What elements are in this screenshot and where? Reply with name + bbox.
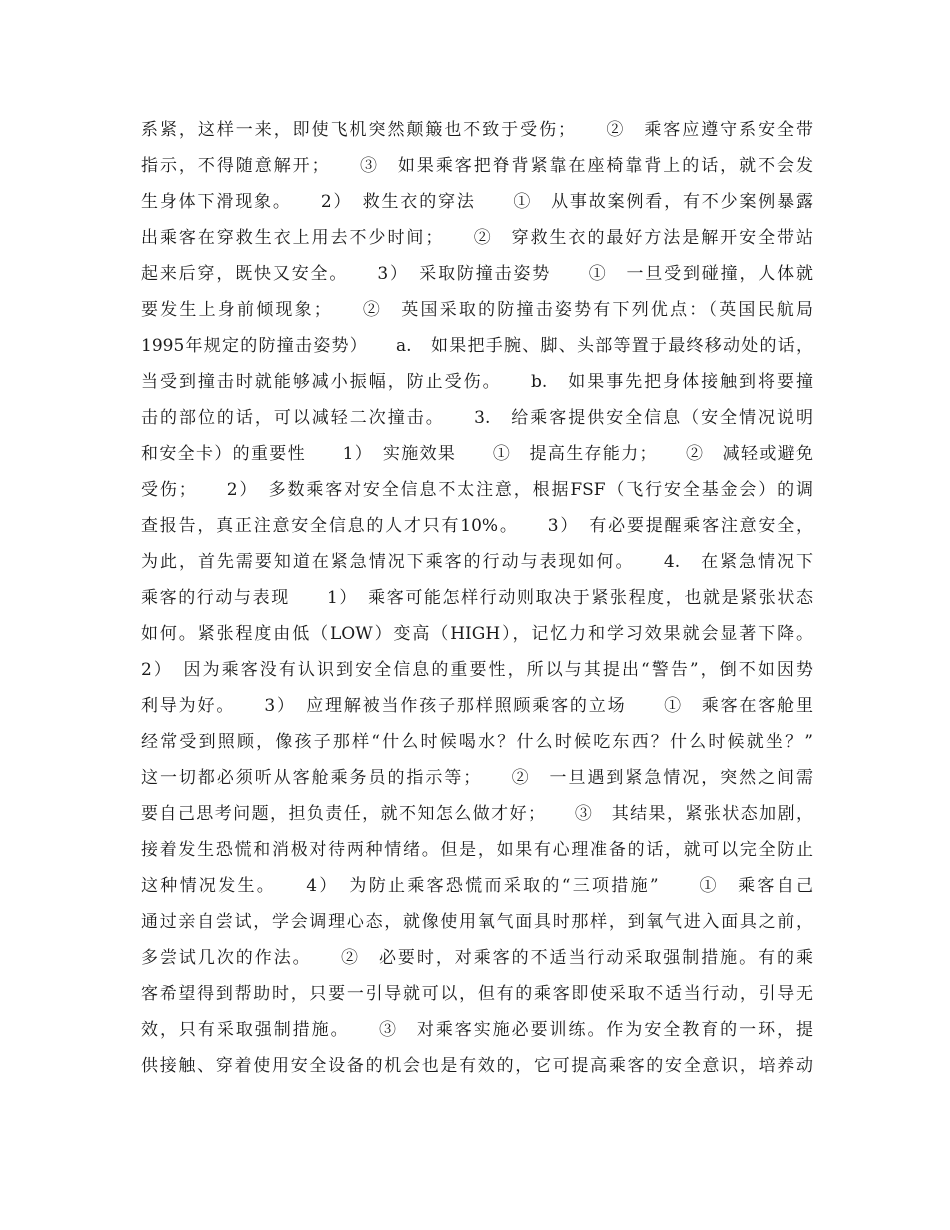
text-line: 出乘客在穿救生衣上用去不少时间； ② 穿救生衣的最好方法是解开安全带站 [141,228,813,248]
text-line: 查报告，真正注意安全信息的人才只有10%。 3） 有必要提醒乘客注意安全， [141,516,813,536]
text-line: 当受到撞击时就能够减小振幅，防止受伤。 b. 如果事先把身体接触到将要撞 [141,372,813,392]
text-line: 指示，不得随意解开； ③ 如果乘客把脊背紧靠在座椅靠背上的话，就不会发 [141,156,813,176]
text-line: 效，只有采取强制措施。 ③ 对乘客实施必要训练。作为安全教育的一环，提 [141,1020,813,1040]
text-line: 要自己思考问题，担负责任，就不知怎么做才好； ③ 其结果，紧张状态加剧， [141,804,813,824]
text-line: 起来后穿，既快又安全。 3） 采取防撞击姿势 ① 一旦受到碰撞，人体就 [141,264,813,284]
text-line: 接着发生恐慌和消极对待两种情绪。但是，如果有心理准备的话，就可以完全防止 [141,840,813,860]
text-line: 击的部位的话，可以减轻二次撞击。 3. 给乘客提供安全信息（安全情况说明 [141,408,813,428]
text-line: 多尝试几次的作法。 ② 必要时，对乘客的不适当行动采取强制措施。有的乘 [141,948,813,968]
text-line: 乘客的行动与表现 1） 乘客可能怎样行动则取决于紧张程度，也就是紧张状态 [141,588,813,608]
text-line: 供接触、穿着使用安全设备的机会也是有效的，它可提高乘客的安全意识，培养动 [141,1056,813,1076]
text-line: 如何。紧张程度由低（LOW）变高（HIGH），记忆力和学习效果就会显著下降。 [141,624,813,644]
text-line: 系紧，这样一来，即使飞机突然颠簸也不致于受伤； ② 乘客应遵守系安全带 [141,120,813,140]
text-line: 这一切都必须听从客舱乘务员的指示等； ② 一旦遇到紧急情况，突然之间需 [141,768,813,788]
text-line: 要发生上身前倾现象； ② 英国采取的防撞击姿势有下列优点：（英国民航局 [141,300,813,320]
text-line: 客希望得到帮助时，只要一引导就可以，但有的乘客即使采取不适当行动，引导无 [141,984,813,1004]
text-line: 利导为好。 3） 应理解被当作孩子那样照顾乘客的立场 ① 乘客在客舱里 [141,696,813,716]
text-line: 生身体下滑现象。 2） 救生衣的穿法 ① 从事故案例看，有不少案例暴露 [141,192,813,212]
text-line: 经常受到照顾，像孩子那样“什么时候喝水？什么时候吃东西？什么时候就坐？” [141,732,813,752]
text-line: 通过亲自尝试，学会调理心态，就像使用氧气面具时那样，到氧气进入面具之前， [141,912,813,932]
text-line: 这种情况发生。 4） 为防止乘客恐慌而采取的“三项措施” ① 乘客自己 [141,876,813,896]
text-line: 为此，首先需要知道在紧急情况下乘客的行动与表现如何。 4. 在紧急情况下 [141,552,813,572]
text-line: 和安全卡）的重要性 1） 实施效果 ① 提高生存能力； ② 减轻或避免 [141,444,813,464]
text-line: 2） 因为乘客没有认识到安全信息的重要性，所以与其提出“警告”，倒不如因势 [141,660,813,680]
text-line: 受伤； 2） 多数乘客对安全信息不太注意，根据FSF（飞行安全基金会）的调 [141,480,813,500]
text-line: 1995年规定的防撞击姿势） a. 如果把手腕、脚、头部等置于最终移动处的话， [141,336,813,356]
